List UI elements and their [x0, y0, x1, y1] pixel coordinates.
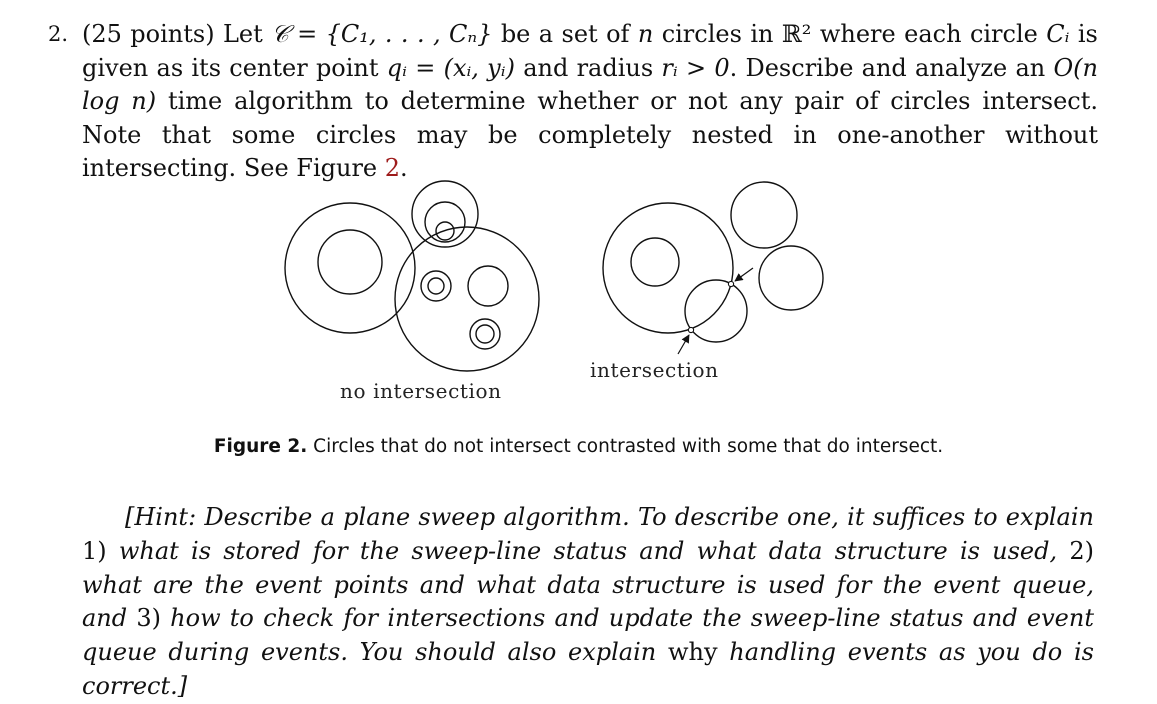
arrow-lower [678, 335, 689, 354]
intersection-point-a [728, 281, 733, 286]
big-inner-circle [631, 238, 679, 286]
caption-label: Figure 2. [213, 436, 308, 457]
hint-why-word: why [667, 638, 718, 667]
text-where: where each circle [819, 20, 1038, 48]
figure-caption [0, 436, 1157, 457]
text-given: is given as its center point [82, 20, 1098, 82]
hint-end: handling events as you do is correct.] [82, 638, 1094, 700]
ring-a-outer [421, 271, 451, 301]
radius-condition: rᵢ > 0 [661, 53, 730, 82]
text-rest: time algorithm to determine whether or not any pair of circles intersect. Note that some circles may be completely nested in one-another without intersecting. See Figure [82, 87, 1099, 182]
problem-statement [48, 18, 1098, 186]
circles-diagram [270, 174, 840, 414]
ring-b-inner [476, 325, 494, 343]
upper-right-circle [731, 182, 797, 248]
text-radius: and radius [523, 53, 654, 82]
caption-text: Circles that do not intersect contrasted with some that do intersect. [313, 436, 944, 457]
text-describe: . Describe and analyze an [729, 53, 1046, 82]
ring-a-inner [428, 278, 444, 294]
intersection-point-b [688, 327, 693, 332]
hint-paragraph [82, 501, 1094, 704]
center-equation: qᵢ = (xᵢ, yᵢ) [386, 53, 515, 82]
hint-number-2: 2) [1069, 536, 1094, 565]
text-circles-in: circles in [661, 20, 774, 48]
big-circle [603, 203, 733, 333]
arrow-upper [735, 268, 753, 281]
left-big-circle [285, 203, 415, 333]
figure-2 [270, 174, 840, 414]
hint-part-2: what are the event points and what data structure is used for the event queue, and [82, 570, 1094, 633]
var-n: n [637, 20, 654, 48]
top-circle [412, 181, 478, 247]
hint-part-1: what is stored for the sweep-line status and what data structure is used, [118, 536, 1058, 565]
left-big-inner-circle [318, 230, 382, 294]
hint-start: [Hint: Describe a plane sweep algorithm. To describe one, it suffices to explain [125, 503, 1094, 531]
no-intersection-label: no intersection [340, 379, 502, 403]
intersection-label: intersection [590, 358, 719, 382]
right-big-circle [395, 227, 539, 371]
lower-right-circle [759, 246, 823, 310]
set-symbol: 𝒞 [271, 20, 289, 48]
problem-number: 2. [48, 22, 69, 46]
period: . [400, 154, 408, 182]
ring-b-outer [470, 319, 500, 349]
points-label: (25 points) [82, 20, 215, 48]
hint-number-1: 1) [82, 536, 107, 565]
hint-part-3: how to check for intersections and update the sweep-line status and event queue during events. You should also explain [82, 604, 1094, 667]
set-definition: = {C₁, . . . , Cₙ} [297, 20, 493, 48]
problem-text [82, 18, 1098, 186]
complexity: O(n log n) [82, 53, 1098, 115]
text-after-set: be a set of [500, 20, 630, 48]
hint-number-3: 3) [136, 604, 161, 633]
figure-reference-link[interactable]: 2 [384, 154, 401, 182]
text-let: Let [222, 20, 263, 48]
real-plane-symbol: ℝ² [781, 20, 812, 48]
circle-variable: Cᵢ [1046, 20, 1070, 48]
plain-inner-circle [468, 266, 508, 306]
